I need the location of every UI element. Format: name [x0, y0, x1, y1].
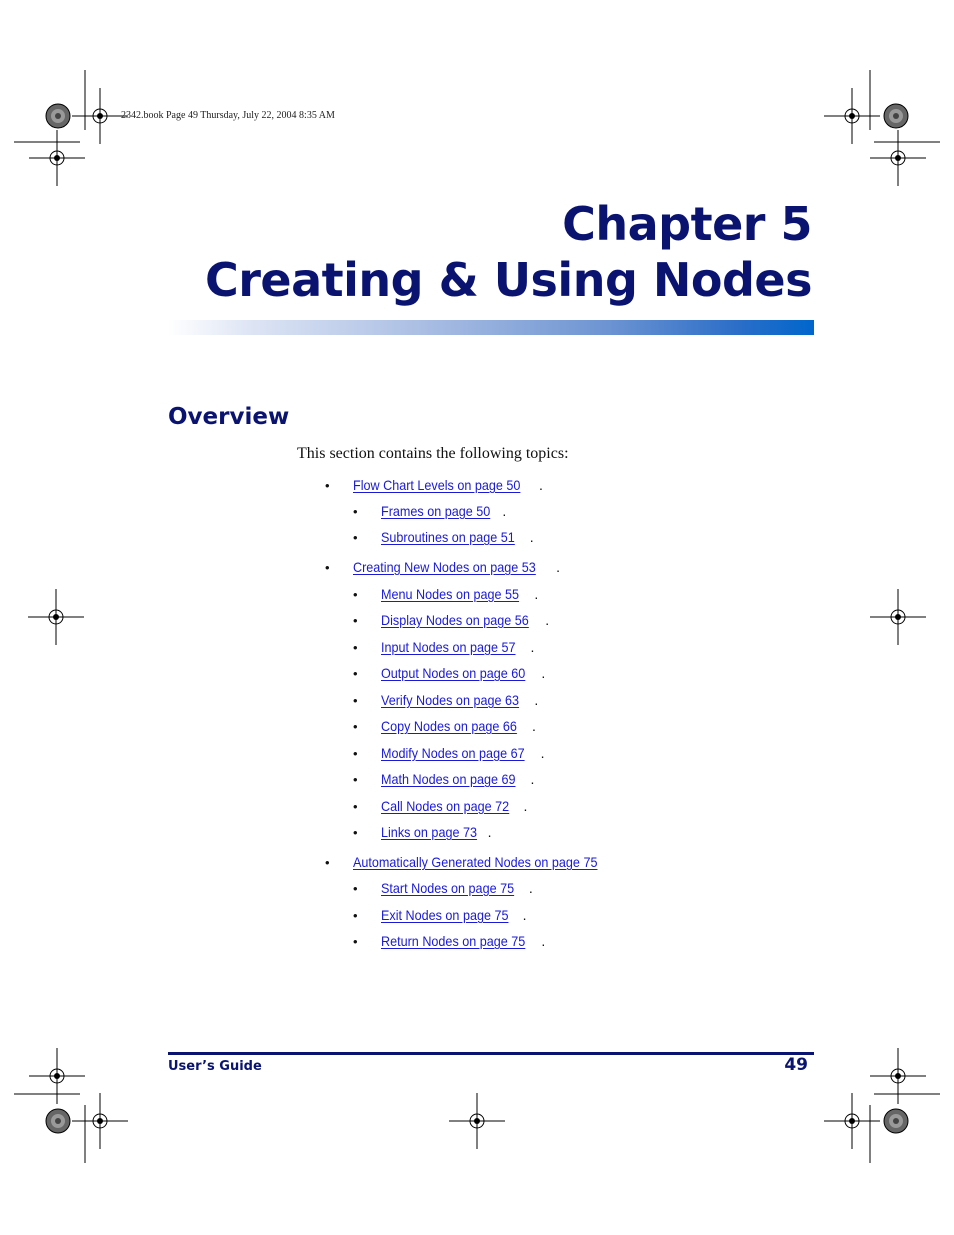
topic-link[interactable]: Display Nodes on page 56 — [381, 612, 529, 628]
topic-link[interactable]: Exit Nodes on page 75 — [381, 907, 509, 923]
list-item: • Return Nodes on page 75 . — [353, 931, 545, 951]
list-item: • Input Nodes on page 57 . — [353, 637, 534, 657]
bullet: • — [353, 613, 358, 628]
footer-guide-title: User’s Guide — [168, 1059, 262, 1074]
topic-link[interactable]: Input Nodes on page 57 — [381, 639, 516, 655]
topic-link[interactable]: Output Nodes on page 60 — [381, 665, 526, 681]
bullet: • — [353, 587, 358, 602]
bullet: • — [325, 855, 330, 870]
topic-link[interactable]: Menu Nodes on page 55 — [381, 586, 520, 602]
section-heading: Overview — [168, 404, 290, 430]
print-stamp: 2342.book Page 49 Thursday, July 22, 2004 8:35 AM — [121, 110, 335, 121]
list-item: • Exit Nodes on page 75 . — [353, 905, 527, 925]
list-item: • Display Nodes on page 56 . — [353, 610, 549, 630]
list-item: • Verify Nodes on page 63 . — [353, 690, 538, 710]
title-gradient-bar — [168, 320, 814, 335]
topic-link[interactable]: Modify Nodes on page 67 — [381, 745, 525, 761]
topic-link[interactable]: Return Nodes on page 75 — [381, 933, 526, 949]
topic-link[interactable]: Flow Chart Levels on page 50 — [353, 477, 521, 493]
bullet: • — [353, 934, 358, 949]
bullet: • — [353, 693, 358, 708]
bullet: • — [353, 772, 358, 787]
list-item: • Copy Nodes on page 66 . — [353, 716, 536, 736]
topic-link[interactable]: Creating New Nodes on page 53 — [353, 559, 536, 575]
list-item: • Menu Nodes on page 55 . — [353, 584, 538, 604]
topic-link[interactable]: Math Nodes on page 69 — [381, 771, 516, 787]
bullet: • — [353, 719, 358, 734]
footer-rule — [168, 1052, 814, 1055]
bullet: • — [353, 530, 358, 545]
topic-link[interactable]: Automatically Generated Nodes on page 75 — [353, 854, 598, 870]
list-item: • Subroutines on page 51 . — [353, 527, 534, 547]
bullet: • — [353, 504, 358, 519]
list-item — [325, 852, 625, 872]
topic-link[interactable]: Start Nodes on page 75 — [381, 880, 515, 896]
chapter-title — [205, 196, 812, 308]
bullet: • — [353, 825, 358, 840]
chapter-name: Creating & Using Nodes — [204, 253, 812, 307]
topic-link[interactable]: Subroutines on page 51 — [381, 529, 515, 545]
list-item: • Links on page 73 . — [353, 822, 492, 842]
bullet: • — [325, 560, 330, 575]
topic-link[interactable]: Verify Nodes on page 63 — [381, 692, 520, 708]
bullet: • — [325, 478, 330, 493]
list-item: • Math Nodes on page 69 . — [353, 769, 534, 789]
topic-link[interactable]: Frames on page 50 — [381, 503, 491, 519]
bullet: • — [353, 881, 358, 896]
topic-link[interactable]: Call Nodes on page 72 — [381, 798, 510, 814]
list-item: • Flow Chart Levels on page 50 . — [325, 475, 543, 495]
list-item: • Modify Nodes on page 67 . — [353, 743, 544, 763]
bullet: • — [353, 799, 358, 814]
bullet: • — [353, 746, 358, 761]
list-item: • Start Nodes on page 75 . — [353, 878, 533, 898]
list-item: • Frames on page 50 . — [353, 501, 506, 521]
bullet: • — [353, 908, 358, 923]
section-intro: This section contains the following topics: — [297, 445, 569, 462]
topic-link[interactable]: Copy Nodes on page 66 — [381, 718, 517, 734]
topic-link[interactable]: Links on page 73 — [381, 824, 477, 840]
bullet: • — [353, 640, 358, 655]
list-item: • Creating New Nodes on page 53 . — [325, 557, 560, 577]
bullet: • — [353, 666, 358, 681]
list-item: • Output Nodes on page 60 . — [353, 663, 545, 683]
page-number: 49 — [784, 1055, 808, 1075]
chapter-number: Chapter 5 — [562, 197, 812, 251]
list-item: • Call Nodes on page 72 . — [353, 796, 527, 816]
